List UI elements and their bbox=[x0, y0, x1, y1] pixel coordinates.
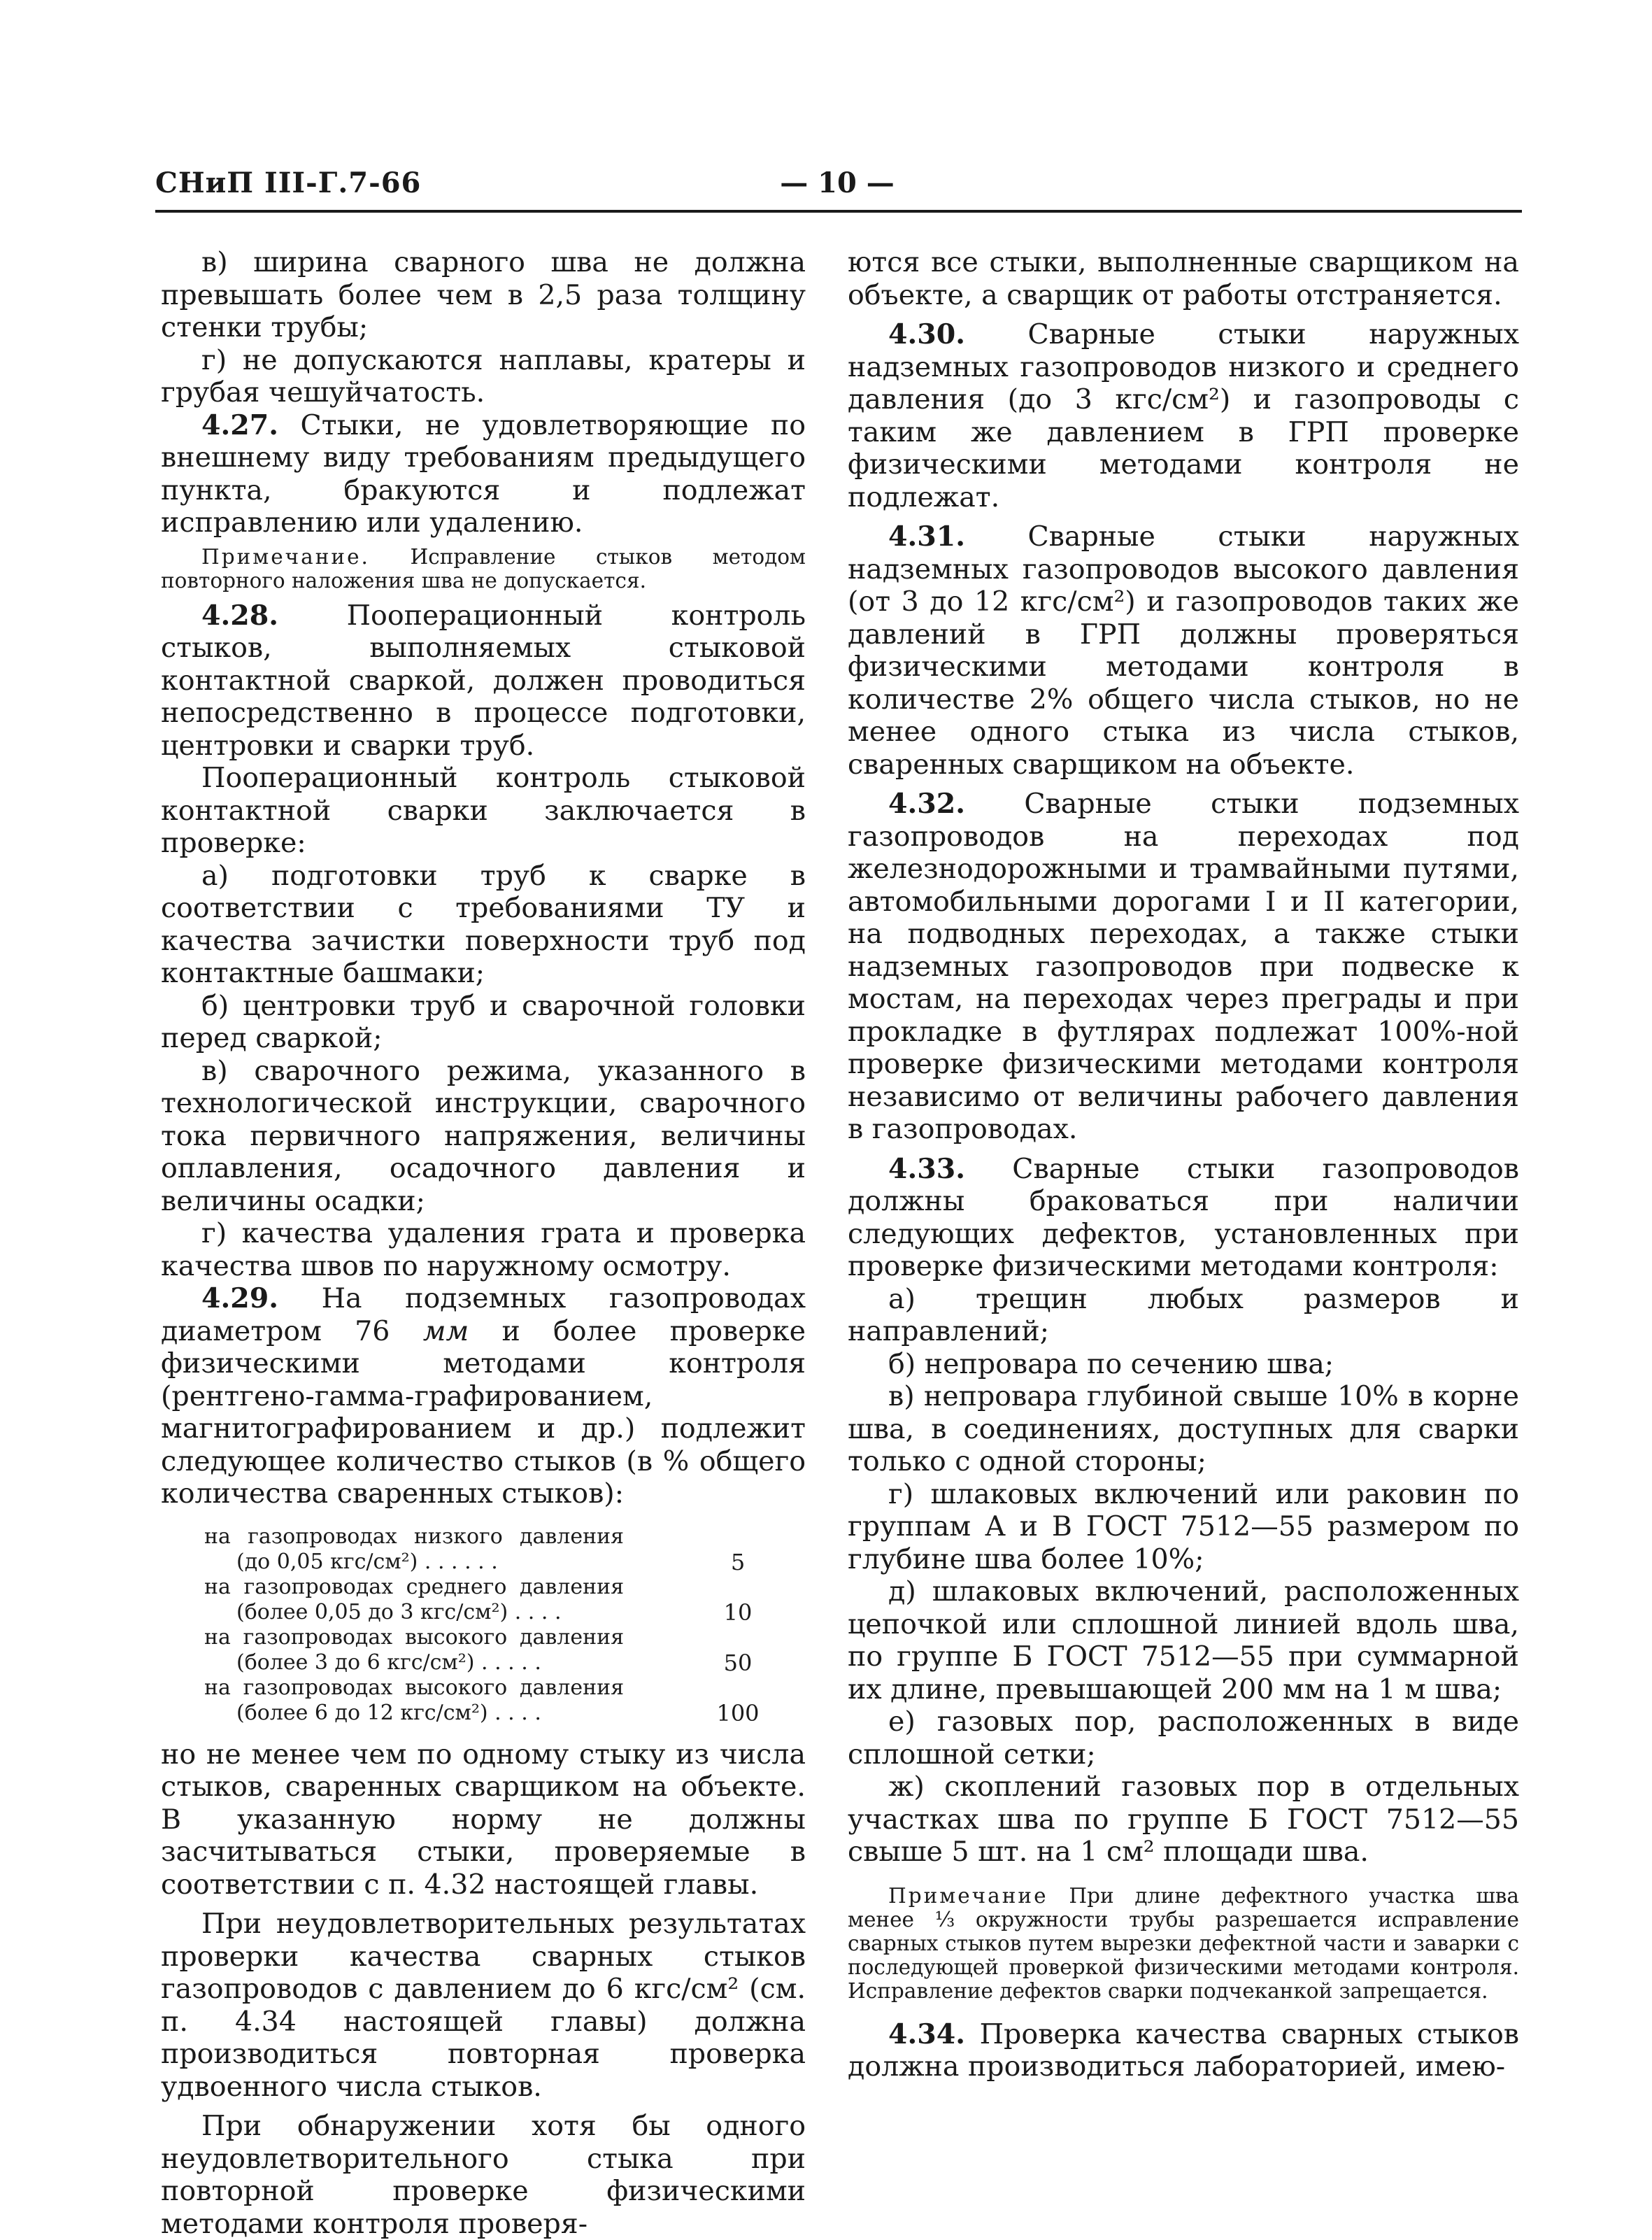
note bbox=[161, 545, 806, 593]
inspection-rate-table bbox=[161, 1524, 806, 1726]
list-item: е) газовых пор, расположенных в виде сплошной сетки; bbox=[848, 1706, 1519, 1771]
list-item: б) центровки труб и сварочной головки перед сваркой; bbox=[161, 989, 806, 1054]
header-rule bbox=[155, 210, 1522, 213]
table-cell-range: (более 0,05 до 3 кгс/см²) . . . . bbox=[236, 1599, 562, 1624]
table-cell-value: 100 bbox=[716, 1699, 760, 1727]
paragraph: При неудовлетворительных результатах проверки качества сварных стыков газопроводов с давлением до 6 кгс/см² (см. п. 4.34 настоящей главы) должна производиться повторная проверка удвоенного числа стыков. bbox=[161, 1908, 806, 2103]
paragraph: Пооперационный контроль стыковой контактной сварки заключается в проверке: bbox=[161, 762, 806, 859]
paragraph-text: Сварные стыки газопроводов должны браковаться при наличии следующих дефектов, установленных при проверке физическими методами контроля: bbox=[848, 1152, 1519, 1282]
paragraph-text: Сварные стыки наружных надземных газопроводов низкого и среднего давления (до 3 кгс/см²) и газопроводы с таким же давлением в ГРП проверке физическими методами контроля не подлежат. bbox=[848, 318, 1519, 513]
note-label: Примечание bbox=[888, 1883, 1048, 1908]
left-column bbox=[161, 246, 806, 2240]
list-item: б) непровара по сечению шва; bbox=[888, 1347, 1334, 1380]
table-cell-label: на газопроводах высокого давления bbox=[204, 1624, 624, 1650]
list-item: г) шлаковых включений или раковин по группам А и В ГОСТ 7512—55 размером по глубине шва более 10%; bbox=[848, 1477, 1519, 1575]
section-4-27 bbox=[161, 409, 806, 539]
paragraph-text: Проверка качества сварных стыков должна производиться лабораторией, имею- bbox=[848, 2018, 1519, 2083]
table-cell-value: 5 bbox=[730, 1548, 746, 1575]
paragraph: в) ширина сварного шва не должна превышать более чем в 2,5 раза толщину стенки трубы; bbox=[161, 246, 806, 343]
unit: мм bbox=[422, 1314, 469, 1347]
section-number: 4.30. bbox=[888, 318, 965, 350]
section-number: 4.27. bbox=[201, 409, 278, 441]
table-row bbox=[161, 1575, 806, 1625]
document-code: СНиП III-Г.7-66 bbox=[155, 166, 422, 199]
paragraph-text: и более проверке физическими методами контроля (рентгено-гамма-графированием, магнитографированием и др.) подлежит следующее количество стыков (в % общего количества сваренных стыков): bbox=[161, 1314, 806, 1510]
table-cell-label: на газопроводах высокого давления bbox=[204, 1675, 624, 1700]
section-number: 4.29. bbox=[201, 1282, 278, 1314]
table-cell-value: 10 bbox=[723, 1599, 753, 1626]
table-cell-value: 50 bbox=[723, 1649, 753, 1676]
section-4-30 bbox=[848, 318, 1519, 513]
table-cell-range: (до 0,05 кгс/см²) . . . . . . bbox=[236, 1549, 498, 1574]
list-item: д) шлаковых включений, расположенных цепочкой или сплошной линией вдоль шва, по группе Б ГОСТ 7512—55 при суммарной их длине, превышающей 200 мм на 1 м шва; bbox=[848, 1575, 1519, 1706]
page-header bbox=[155, 166, 1522, 208]
table-cell-label: на газопроводах среднего давления bbox=[204, 1574, 624, 1599]
table-row bbox=[161, 1675, 806, 1726]
paragraph-text: На подземных газопроводах диаметром 76 bbox=[161, 1282, 806, 1347]
note-text: При длине дефектного участка шва менее ⅓ окружности трубы разрешается исправление сварных стыков путем вырезки дефектной части и заварки с последующей проверкой физическими методами контроля. Исправление дефектов сварки подчеканкой запрещается. bbox=[848, 1883, 1519, 2003]
right-column bbox=[848, 246, 1519, 2083]
note-text: Исправление стыков методом повторного наложения шва не допускается. bbox=[161, 544, 806, 593]
section-number: 4.28. bbox=[201, 599, 278, 632]
list-item: в) сварочного режима, указанного в технологической инструкции, сварочного тока первичного напряжения, величины оплавления, осадочного давления и величины осадки; bbox=[161, 1054, 806, 1217]
paragraph: но не менее чем по одному стыку из числа стыков, сваренных сварщиком на объекте. В указанную норму не должны засчитываться стыки, проверяемые в соответствии с п. 4.32 настоящей главы. bbox=[161, 1738, 806, 1901]
section-4-32 bbox=[848, 788, 1519, 1146]
note-label: Примечание. bbox=[201, 544, 370, 569]
list-item: г) качества удаления грата и проверка качества швов по наружному осмотру. bbox=[161, 1217, 806, 1282]
list-item: ж) скоплений газовых пор в отдельных участках шва по группе Б ГОСТ 7512—55 свыше 5 шт. на 1 см² площади шва. bbox=[848, 1771, 1519, 1868]
section-number: 4.31. bbox=[888, 520, 965, 553]
note bbox=[848, 1884, 1519, 2003]
table-cell-range: (более 3 до 6 кгс/см²) . . . . . bbox=[236, 1650, 541, 1675]
paragraph-text: Сварные стыки наружных надземных газопроводов высокого давления (от 3 до 12 кгс/см²) и газопроводов таких же давлений в ГРП должны проверяться физическими методами контроля в количестве 2% общего числа стыков, но не менее одного стыка из числа стыков, сваренных сварщиком на объекте. bbox=[848, 520, 1519, 781]
table-row bbox=[161, 1625, 806, 1675]
section-4-28 bbox=[161, 600, 806, 763]
paragraph: При обнаружении хотя бы одного неудовлетворительного стыка при повторной проверке физическими методами контроля проверя- bbox=[161, 2110, 806, 2240]
section-number: 4.32. bbox=[888, 788, 965, 820]
section-4-33 bbox=[848, 1153, 1519, 1283]
paragraph-text: Пооперационный контроль стыков, выполняемых стыковой контактной сваркой, должен проводиться непосредственно в процессе подготовки, центровки и сварки труб. bbox=[161, 599, 806, 762]
section-4-31 bbox=[848, 520, 1519, 781]
section-4-29 bbox=[161, 1282, 806, 1510]
paragraph-text: Сварные стыки подземных газопроводов на переходах под железнодорожными и трамвайными путями, автомобильными дорогами I и II категории, на подводных переходах, а также стыки надземных газопроводов при подвеске к мостам, на переходах через преграды и при прокладке в футлярах подлежат 100%-ной проверке физическими методами контроля независимо от величины рабочего давления в газопроводах. bbox=[848, 788, 1520, 1145]
section-number: 4.34. bbox=[888, 2018, 965, 2050]
page-number: — 10 — bbox=[780, 166, 895, 199]
table-row bbox=[161, 1524, 806, 1575]
list-item: а) подготовки труб к сварке в соответствии с требованиями ТУ и качества зачистки поверхности труб под контактные башмаки; bbox=[161, 859, 806, 989]
paragraph: г) не допускаются наплавы, кратеры и грубая чешуйчатость. bbox=[161, 343, 806, 409]
paragraph: ются все стыки, выполненные сварщиком на объекте, а сварщик от работы отстраняется. bbox=[848, 246, 1519, 311]
list-item: в) непровара глубиной свыше 10% в корне шва, в соединениях, доступных для сварки только с одной стороны; bbox=[848, 1380, 1519, 1477]
list-item: а) трещин любых размеров и направлений; bbox=[848, 1282, 1519, 1347]
paragraph-text: Стыки, не удовлетворяющие по внешнему виду требованиям предыдущего пункта, бракуются и подлежат исправлению или удалению. bbox=[161, 409, 806, 539]
section-number: 4.33. bbox=[888, 1152, 965, 1185]
section-4-34 bbox=[848, 2018, 1519, 2083]
table-cell-range: (более 6 до 12 кгс/см²) . . . . bbox=[236, 1700, 541, 1725]
table-cell-label: на газопроводах низкого давления bbox=[204, 1524, 624, 1549]
